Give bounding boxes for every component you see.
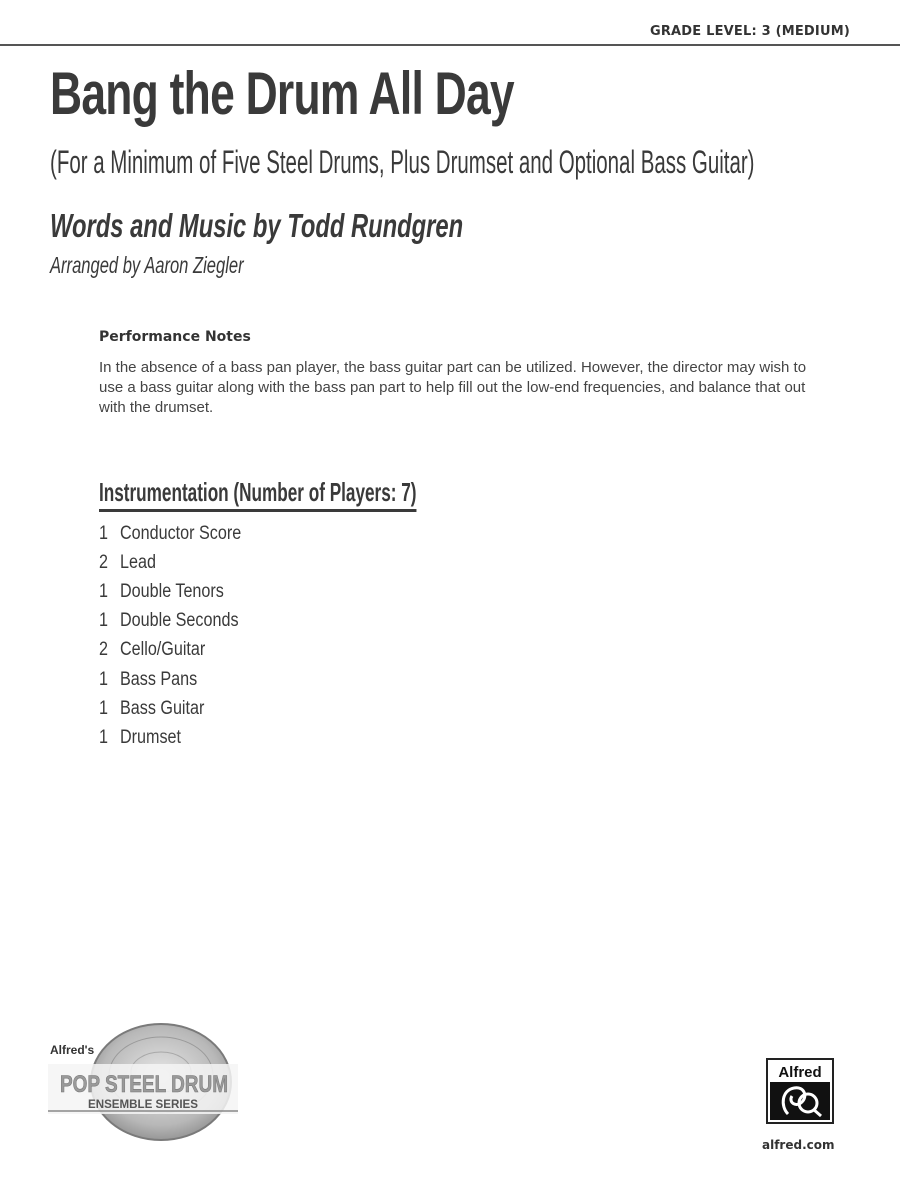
- item-name: Lead: [120, 551, 156, 573]
- item-name: Conductor Score: [120, 522, 242, 544]
- publisher-logo-label: Alfred: [778, 1064, 822, 1081]
- page-title: Bang the Drum All Day: [50, 60, 514, 127]
- instrumentation-heading: Instrumentation (Number of Players: 7): [99, 477, 417, 512]
- item-name: Bass Guitar: [120, 697, 205, 719]
- list-item: [99, 665, 263, 694]
- instrumentation-list: [99, 519, 263, 753]
- list-item: [99, 723, 263, 752]
- list-item: [99, 548, 263, 577]
- arranger-credit: Arranged by Aaron Ziegler: [50, 252, 244, 278]
- list-item: [99, 577, 263, 606]
- series-logo: [44, 1020, 254, 1150]
- publisher-website: alfred.com: [762, 1138, 835, 1152]
- list-item: [99, 519, 263, 548]
- item-name: Double Tenors: [120, 580, 224, 602]
- publisher-logo: [766, 1058, 834, 1124]
- item-name: Bass Pans: [120, 668, 198, 690]
- list-item: [99, 636, 263, 665]
- item-qty: 1: [99, 668, 108, 690]
- item-qty: 2: [99, 639, 108, 661]
- performance-notes-body: In the absence of a bass pan player, the bass guitar part can be utilized. However, the director may wish to use a bass guitar along with the bass pan part to help fill out the low-end frequencies, and balance that out with the drumset.: [99, 359, 807, 416]
- composer-credit: Words and Music by Todd Rundgren: [50, 207, 464, 244]
- series-publisher-label: Alfred's: [50, 1043, 95, 1057]
- top-rule: [0, 0, 900, 46]
- performance-notes-heading: Performance Notes: [99, 329, 251, 345]
- item-qty: 1: [99, 726, 108, 748]
- item-name: Drumset: [120, 726, 182, 748]
- series-title-line2: ENSEMBLE SERIES: [88, 1097, 198, 1111]
- item-name: Double Seconds: [120, 610, 239, 632]
- item-qty: 1: [99, 697, 108, 719]
- item-qty: 1: [99, 610, 108, 632]
- item-qty: 2: [99, 551, 108, 573]
- item-qty: 1: [99, 580, 108, 602]
- grade-level: GRADE LEVEL: 3 (MEDIUM): [649, 24, 850, 39]
- item-qty: 1: [99, 522, 108, 544]
- list-item: [99, 607, 263, 636]
- item-name: Cello/Guitar: [120, 639, 206, 661]
- page-subtitle: (For a Minimum of Five Steel Drums, Plus Drumset and Optional Bass Guitar): [50, 144, 755, 180]
- list-item: [99, 694, 263, 723]
- series-title-line1: POP STEEL DRUM: [60, 1071, 228, 1098]
